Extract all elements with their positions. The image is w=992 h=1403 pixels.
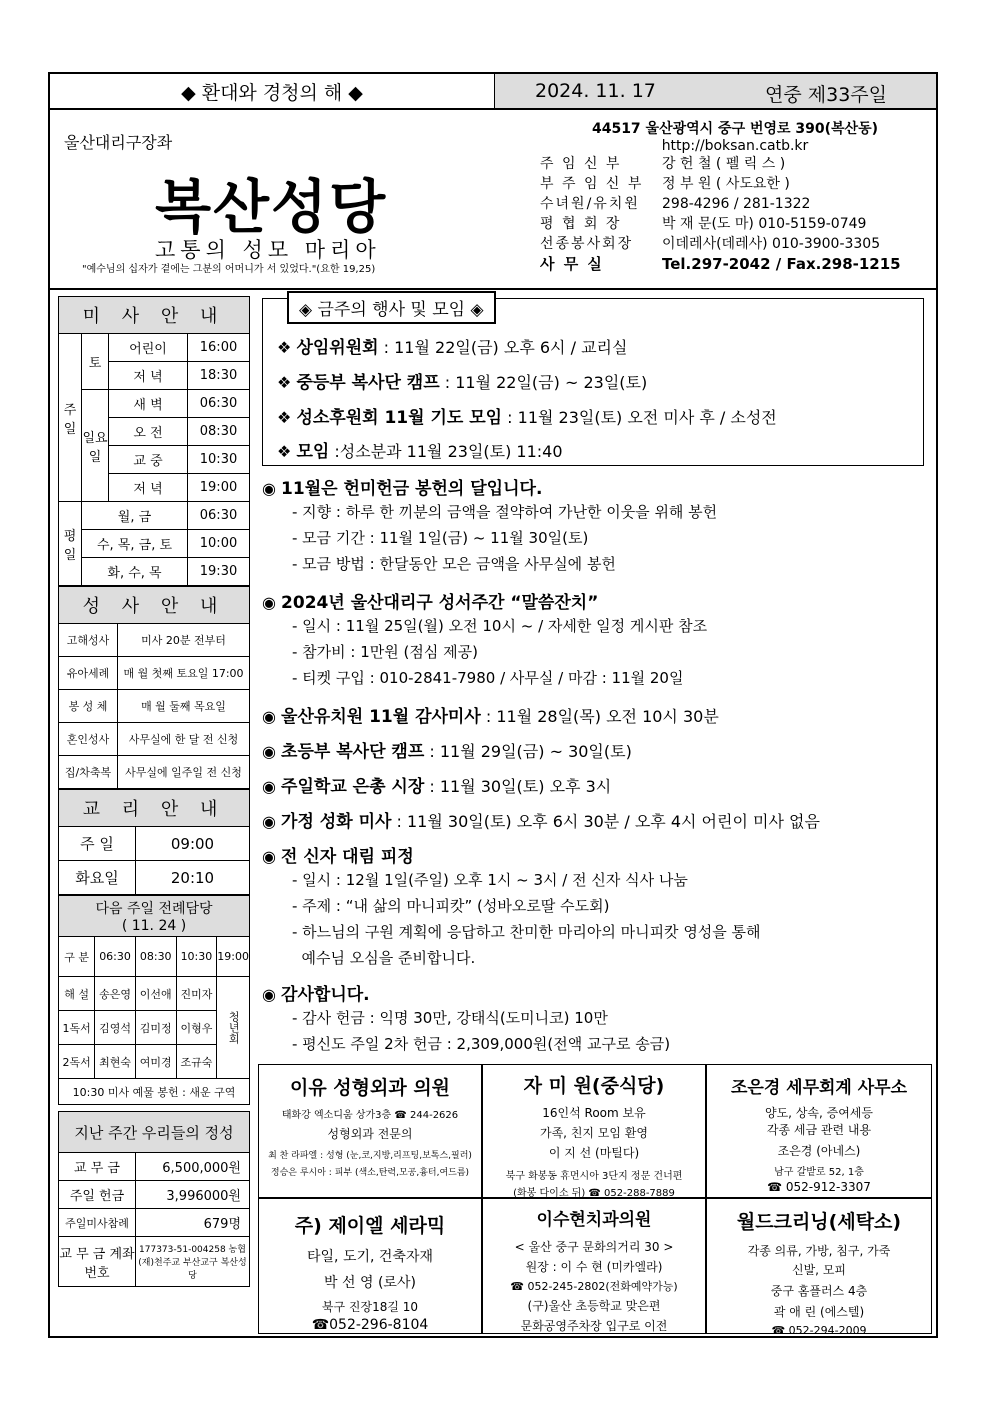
sacrament-schedule: 성 사 안 내 고해성사 미사 20분 전부터 유아세례 매 월 첫째 토요일 17:00 봉 성 체 매 월 둘째 목요일 혼인성사 사무실에 한 달 전 신청 집/차축복 사무실에 일주일 전 신청 bbox=[58, 586, 250, 789]
ad-box: 자 미 원(중식당) 16인석 Room 보유 가족, 친지 모임 환영 이 지 선 (마틸다) 북구 화봉동 휴먼시아 3단지 정문 건너편 (화봉 다이소 뒤) ☎ 052-288-7889 bbox=[482, 1064, 706, 1198]
staff-row: 주 임 신 부 강 헌 철 ( 펠 릭 스 ) bbox=[540, 156, 786, 172]
sidebar bbox=[58, 296, 250, 1287]
notice-item: ◉ 울산유치원 11월 감사미사 : 11월 28일(목) 오전 10시 30분 bbox=[262, 707, 719, 727]
event-item: ❖ 상임위원회 : 11월 22일(금) 오후 6시 / 교리실 bbox=[277, 338, 628, 358]
ad-box: 조은경 세무회계 사무소 양도, 상속, 증여세등 각종 세금 관련 내용 조은경 (아네스) 남구 갈밭로 52, 1층 ☎ 052-912-3307 bbox=[706, 1064, 932, 1198]
issue-date: 2024. 11. 17 bbox=[535, 80, 656, 102]
scripture-quote: "예수님의 십자가 곁에는 그분의 어머니가 서 있었다."(요한 19,25) bbox=[82, 264, 376, 275]
event-item: ❖ 모임 :성소분과 11월 23일(토) 11:40 bbox=[277, 442, 563, 462]
notice-item: ◉ 2024년 울산대리구 성서주간 “말씀잔치” - 일시 : 11월 25일(월) 오전 10시 ~ / 자세한 일정 게시판 참조 - 참가비 : 1만원 (점심 제공) - 티켓 구입 : 010-2841-7980 / 사무실 / 마감 : 11월 20일 bbox=[262, 593, 708, 687]
liturgy-roster: 다음 주일 전례담당 ( 11. 24 ) 구 분 06:30 08:30 10:30 19:00 해 설 송은영 이선애 진미자 청년회 1독서 김영석 김미정 이형우 2독서 최현숙 여미경 조규숙 10:30 미사 예물 봉헌 : 새운 구역 bbox=[58, 895, 250, 1105]
date-box bbox=[495, 74, 936, 108]
event-item: ❖ 중등부 복사단 캠프 : 11월 22일(금) ~ 23일(토) bbox=[277, 373, 648, 393]
youth-label: 청년회 bbox=[217, 977, 250, 1079]
staff-row: 선종봉사회장 이데레사(데레사) 010-3900-3305 bbox=[540, 236, 881, 252]
website-link[interactable]: http://boksan.catb.kr bbox=[661, 138, 809, 154]
patron-name: 고통의 성모 마리아 bbox=[155, 238, 381, 262]
ad-box: 이유 성형외과 의원 태화강 엑소디움 상가3층 ☎ 244-2626 성형외과 전문의 최 찬 라파엘 : 성형 (눈,코,지방,리프팅,보톡스,필러) 정승은 루시아 : 피부 (색소,탄력,모공,흉터,여드름) bbox=[258, 1064, 482, 1198]
staff-row: 평 협 회 장 박 재 문(도 마) 010-5159-0749 bbox=[540, 216, 867, 232]
year-motto: ◆ 환대와 경청의 해 ◆ bbox=[50, 74, 495, 108]
catechism-schedule: 교 리 안 내 주 일 09:00 화요일 20:10 bbox=[58, 789, 250, 895]
bulletin-header bbox=[50, 110, 936, 290]
ad-box: 이수현치과의원 < 울산 중구 문화의거리 30 > 원장 : 이 수 현 (미카엘라) ☎ 052-245-2802(전화예약가능) (구)울산 초등학교 맞은편 문화공영주차장 입구로 이전 bbox=[482, 1198, 706, 1334]
mass-title: 미 사 안 내 bbox=[59, 297, 250, 334]
address: 44517 울산광역시 중구 번영로 390(복산동) bbox=[591, 121, 879, 137]
diocese-label: 울산대리구장좌 bbox=[64, 133, 173, 152]
notice-item: ◉ 주일학교 은총 시장 : 11월 30일(토) 오후 3시 bbox=[262, 777, 612, 797]
staff-row: 부 주 임 신 부 정 부 원 ( 사도요한 ) bbox=[540, 176, 790, 192]
staff-row: 수녀원/유치원 298-4296 / 281-1322 bbox=[540, 196, 811, 212]
notice-item: ◉ 전 신자 대림 피정 - 일시 : 12월 1일(주일) 오후 1시 ~ 3시 / 전 신자 식사 나눔 - 주제 : “내 삶의 마니피캇” (성바오로딸 수도회) - 하느님의 구원 계획에 응답하고 찬미한 마리아의 마니피캇 영성을 통해 예수님 오심을 준비합니다. bbox=[262, 847, 761, 967]
weekday-label: 평일 bbox=[59, 502, 82, 586]
event-item: ❖ 성소후원회 11월 기도 모임 : 11월 23일(토) 오전 미사 후 / 소성전 bbox=[277, 408, 777, 428]
contact-info bbox=[540, 118, 930, 274]
advertisements bbox=[258, 1064, 932, 1337]
parish-name: 복산성당 bbox=[155, 173, 388, 241]
mass-schedule: 미 사 안 내 주일 토 어린이 16:00 저 녁 18:30 일요일 새 벽 06:30 오 전 08:30 교 중 10:30 저 녁 19:00 평일 월, 금 06:30 수, 목, 금, 토 10:00 화, 수, 목 19:30 bbox=[58, 296, 250, 586]
notice-item: ◉ 가정 성화 미사 : 11월 30일(토) 오후 6시 30분 / 오후 4시 어린이 미사 없음 bbox=[262, 812, 820, 832]
notice-item: ◉ 감사합니다. - 감사 헌금 : 익명 30만, 강태식(도미니코) 10만 - 평신도 주일 2차 헌금 : 2,309,000원(전액 교구로 송금) bbox=[262, 985, 671, 1053]
top-bar bbox=[50, 74, 936, 110]
office-row: 사 무 실 Tel.297-2042 / Fax.298-1215 bbox=[540, 255, 901, 273]
page-frame bbox=[48, 72, 938, 1338]
ad-box: 월드크리닝(세탁소) 각종 의류, 가방, 침구, 가죽 신발, 모피 중구 홈플러스 4층 곽 애 린 (에스텔) ☎ 052-294-2009 bbox=[706, 1198, 932, 1334]
sacrament-title: 성 사 안 내 bbox=[59, 587, 250, 624]
liturgical-week: 연중 제33주일 bbox=[765, 84, 887, 106]
events-box bbox=[262, 298, 924, 466]
offering-report: 지난 주간 우리들의 정성 교 무 금 6,500,000원 주일 헌금 3,996000원 주일미사참례 679명 교 무 금 계좌번호 177373-51-004258 농협 (재)천주교 부산교구 복산성당 bbox=[58, 1111, 250, 1287]
events-title: ◈ 금주의 행사 및 모임 ◈ bbox=[287, 291, 496, 324]
notice-item: ◉ 11월은 헌미헌금 봉헌의 달입니다. - 지향 : 하루 한 끼분의 금액을 절약하여 가난한 이웃을 위해 봉헌 - 모금 기간 : 11월 1일(금) ~ 11월 30일(토) - 모금 방법 : 한달동안 모은 금액을 사무실에 봉헌 bbox=[262, 479, 718, 573]
notice-item: ◉ 초등부 복사단 캠프 : 11월 29일(금) ~ 30일(토) bbox=[262, 742, 632, 762]
sunday-label: 주일 bbox=[59, 334, 82, 502]
ad-box: 주) 제이엘 세라믹 타일, 도기, 건축자재 박 선 영 (로사) 북구 진장18길 10 ☎052-296-8104 bbox=[258, 1198, 482, 1334]
